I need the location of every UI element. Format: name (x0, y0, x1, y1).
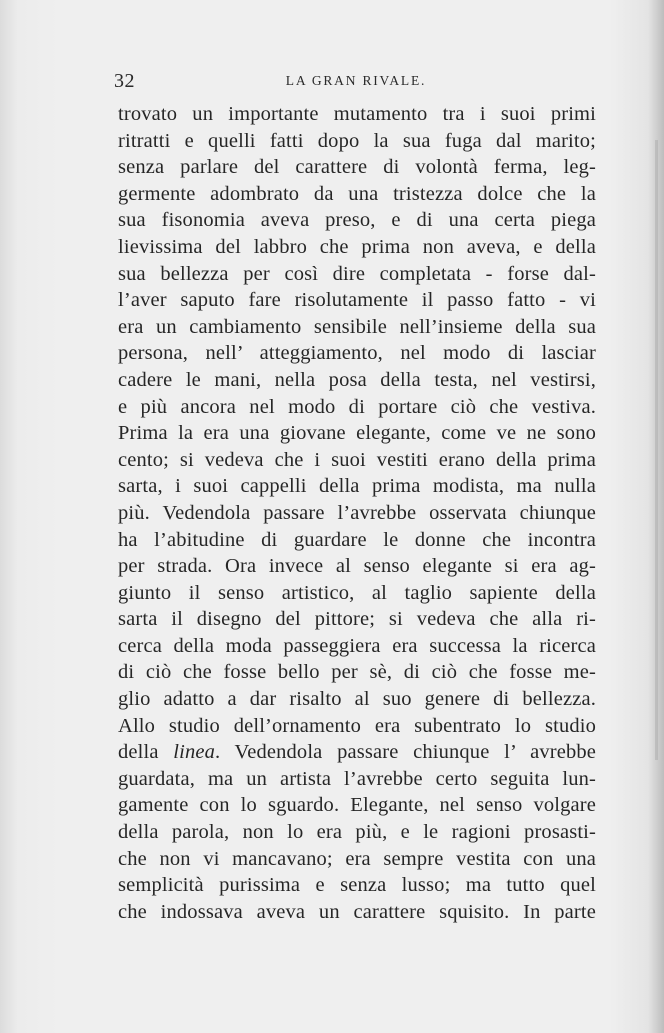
text-line: sua bellezza per così dire completata - forse dal- (118, 262, 596, 285)
text-line: della parola, non lo era più, e le ragioni prosasti- (118, 821, 596, 844)
text-line: di ciò che fosse bello per sè, di ciò che fosse me- (118, 661, 596, 684)
text-line: guardata, ma un artista l’avrebbe certo seguita lun- (118, 767, 596, 790)
text-line: l’aver saputo fare risolutamente il passo fatto - vi (118, 289, 596, 312)
text-line: cadere le mani, nella posa della testa, nel vestirsi, (118, 368, 596, 391)
text-line: era un cambiamento sensibile nell’insieme della sua (118, 315, 596, 338)
emphasized-word: linea (173, 741, 215, 764)
text-line: e più ancora nel modo di portare ciò che vestiva. (118, 395, 596, 418)
text-line: giunto il senso artistico, al taglio sapiente della (118, 581, 596, 604)
running-title: LA GRAN RIVALE. (285, 73, 427, 88)
text-line: persona, nell’ atteggiamento, nel modo di lasciar (118, 342, 596, 365)
text-line: semplicità purissima e senza lusso; ma tutto quel (118, 874, 596, 897)
text-line: della linea. Vedendola passare chiunque l’ avrebbe (118, 741, 596, 764)
text-line: che non vi mancavano; era sempre vestita con una (118, 847, 596, 870)
text-line: più. Vedendola passare l’avrebbe osservata chiunque (118, 501, 596, 524)
text-line: senza parlare del carattere di volontà ferma, leg- (118, 156, 596, 179)
text-line: lievissima del labbro che prima non aveva, e della (118, 235, 596, 258)
text-line: Prima la era una giovane elegante, come ve ne sono (118, 422, 596, 445)
text-line: sarta, i suoi cappelli della prima modista, ma nulla (118, 475, 596, 498)
page-header (114, 70, 598, 90)
text-line: ha l’abitudine di guardare le donne che incontra (118, 528, 596, 551)
text-line: per strada. Ora invece al senso elegante si era ag- (118, 555, 596, 578)
text-line: che indossava aveva un carattere squisito. In parte (118, 900, 596, 923)
page-edge-shadow (655, 140, 658, 760)
text-line: ritratti e quelli fatti dopo la sua fuga dal marito; (118, 129, 596, 152)
page-number: 32 (114, 70, 135, 92)
body-text (118, 101, 596, 925)
text-line: glio adatto a dar risalto al suo genere di bellezza. (118, 688, 596, 711)
text-line: Allo studio dell’ornamento era subentrato lo studio (118, 714, 596, 737)
text-line: sarta il disegno del pittore; si vedeva che alla ri- (118, 608, 596, 631)
text-line: germente adombrato da una tristezza dolce che la (118, 182, 596, 205)
text-line: sua fisonomia aveva preso, e di una certa piega (118, 209, 596, 232)
text-line: trovato un importante mutamento tra i suoi primi (118, 103, 596, 125)
text-line: cento; si vedeva che i suoi vestiti erano della prima (118, 448, 596, 471)
text-line: gamente con lo sguardo. Elegante, nel senso volgare (118, 794, 596, 817)
text-line: cerca della moda passeggiera era successa la ricerca (118, 634, 596, 657)
